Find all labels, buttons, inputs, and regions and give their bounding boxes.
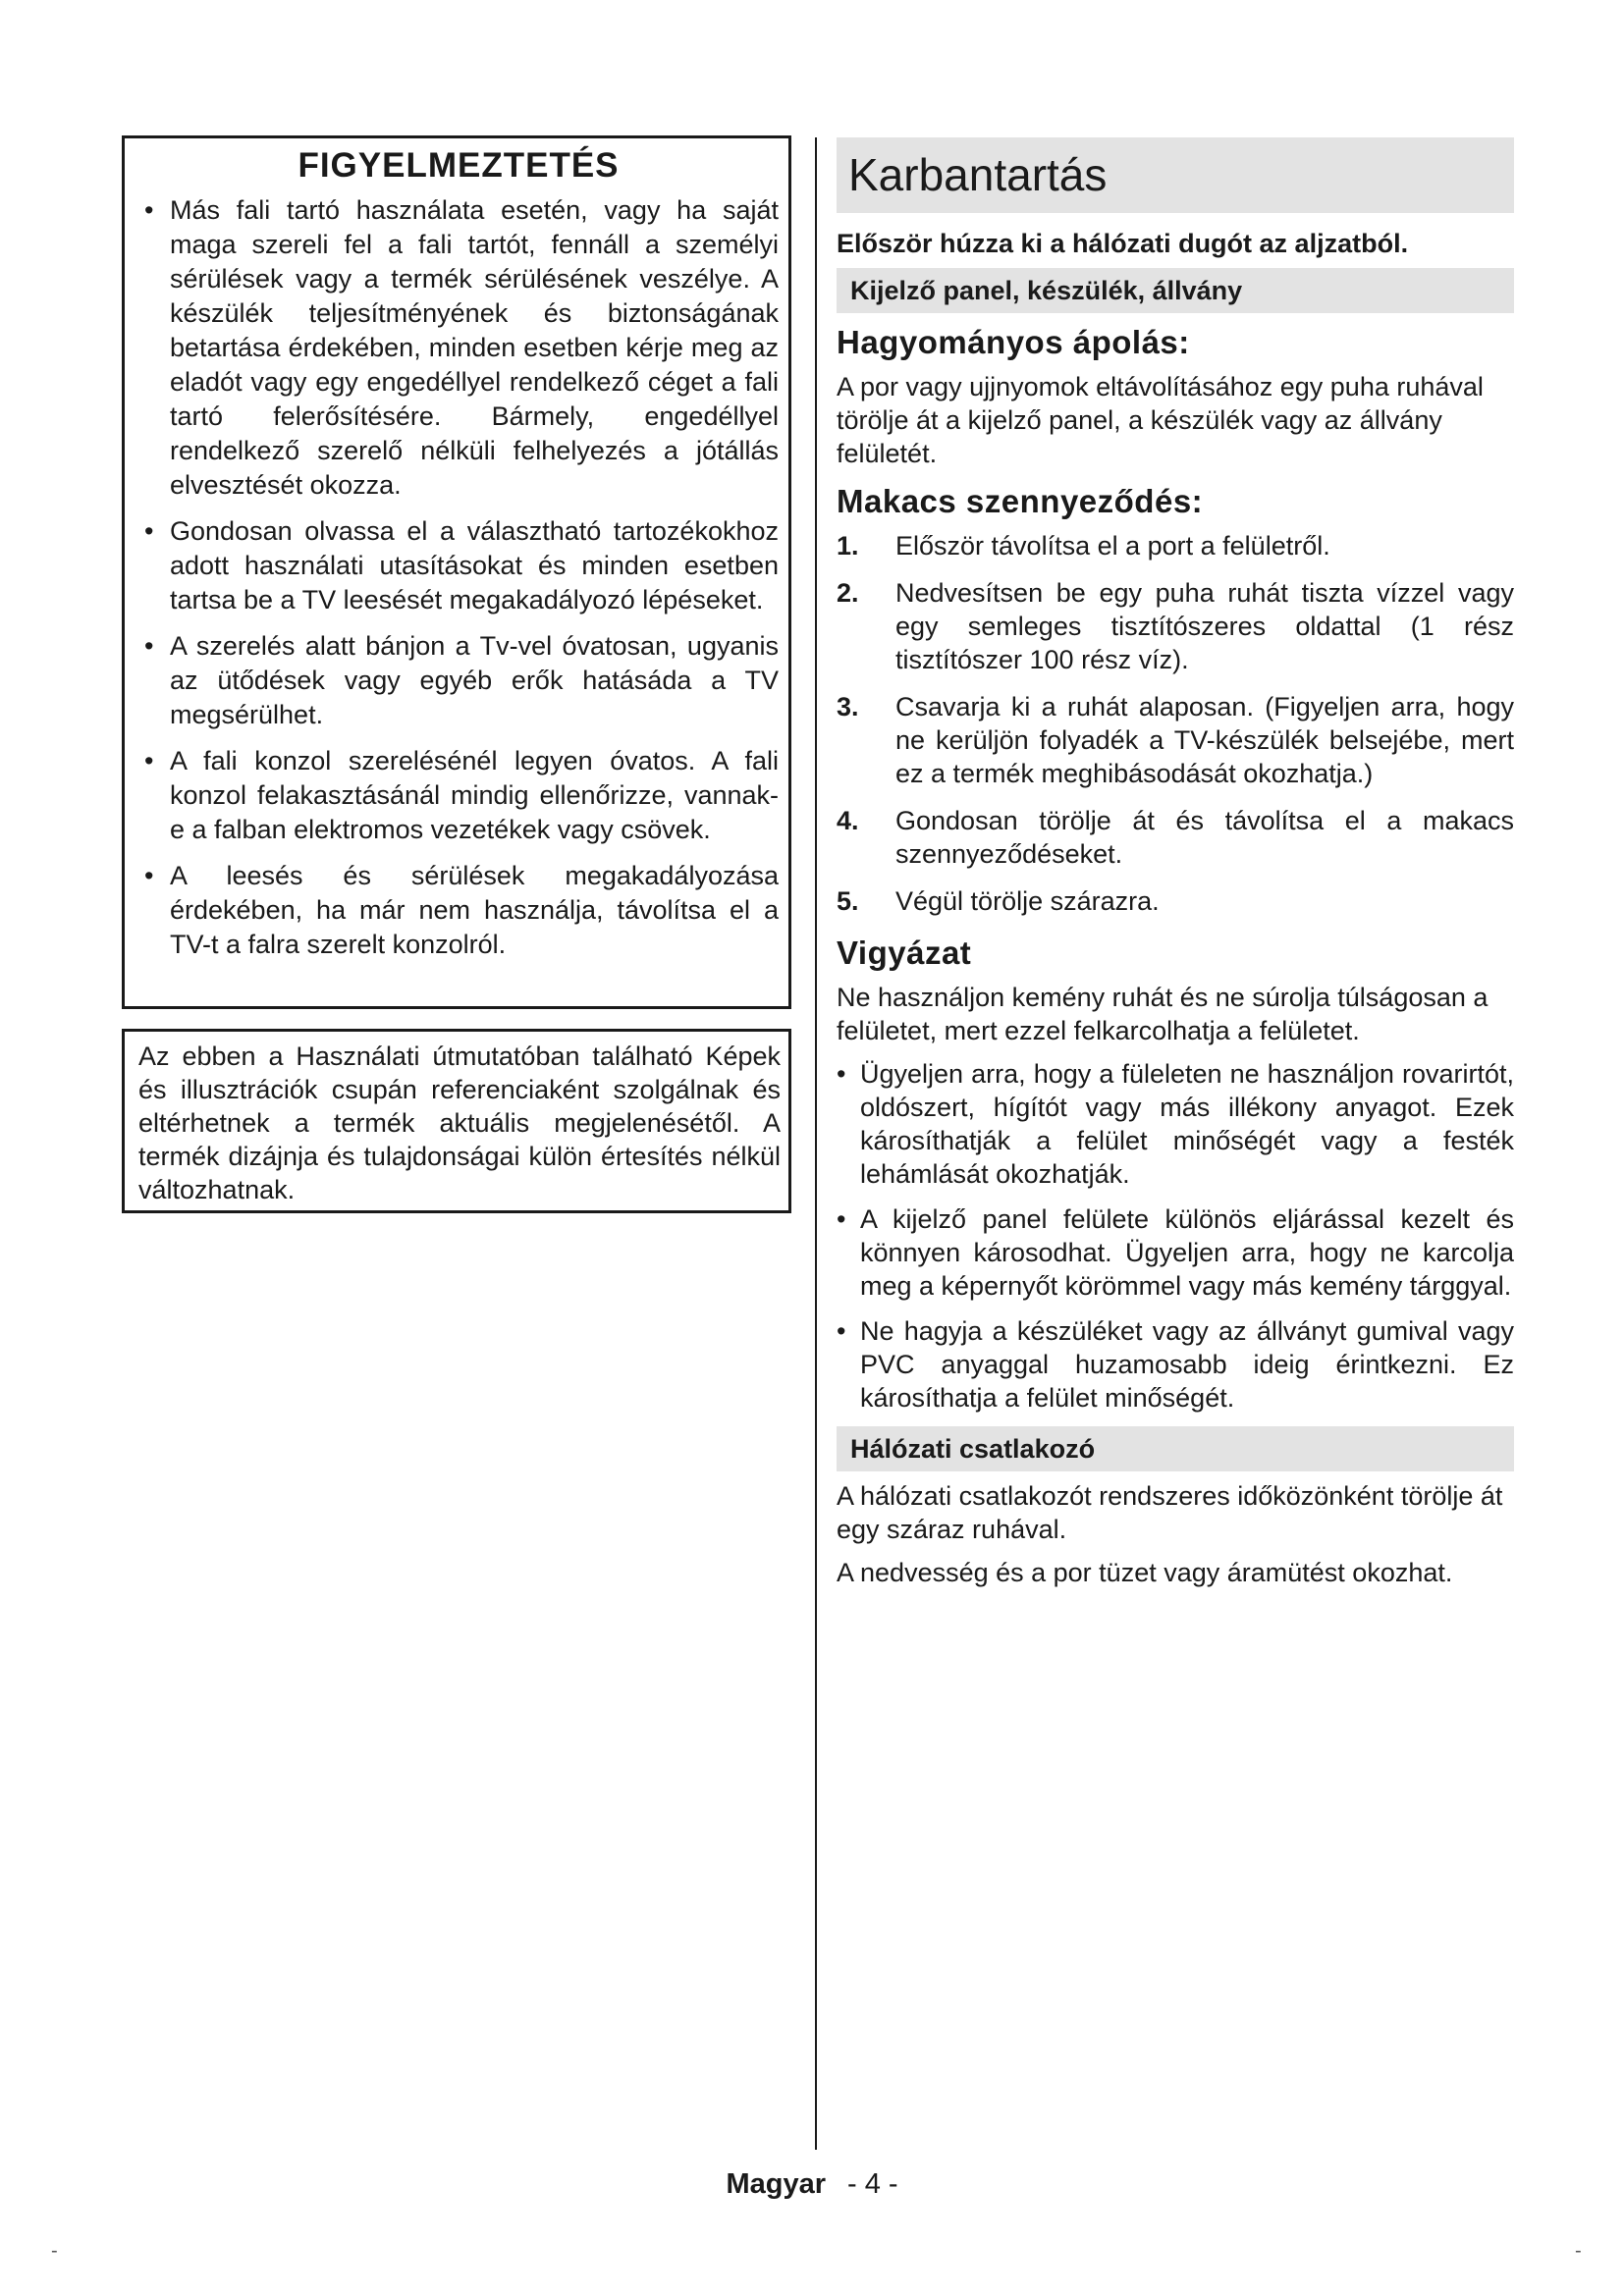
stubborn-dirt-heading: Makacs szennyeződés: xyxy=(837,483,1204,519)
step-number: 4. xyxy=(837,806,859,835)
step-text: Először távolítsa el a port a felületről. xyxy=(895,531,1330,561)
warning-item: • Gondosan olvassa el a választható tartozékokhoz adott használati utasításokat és minden esetben tartsa be a TV leesését megakadályozó lépéseket. xyxy=(138,514,779,617)
list-item xyxy=(837,884,1514,918)
column-divider xyxy=(815,137,817,2150)
page-number: - 4 - xyxy=(846,2168,898,2200)
warning-box xyxy=(122,135,791,1009)
cleaning-steps xyxy=(837,529,1514,918)
plug-warning: A nedvesség és a por tüzet vagy áramütést okozhat. xyxy=(837,1558,1453,1587)
crop-mark-left: - xyxy=(51,2240,58,2262)
warning-title: FIGYELMEZTETÉS xyxy=(298,146,620,185)
step-text: Csavarja ki a ruhát alaposan. (Figyeljen arra, hogy ne kerüljön folyadék a TV-készülék belsejébe, mert ez a termék meghibásodását okozhatja.) xyxy=(895,692,1514,788)
caution-list xyxy=(837,1057,1514,1415)
illustration-note: Az ebben a Használati útmutatóban található Képek és illusztrációk csupán referenciaként szolgálnak és eltérhetnek a termék aktuális megjelenésétől. A termék dizájnja és tulajdonságai külön értesítés nélkül változhatnak. xyxy=(122,1029,791,1213)
step-number: 2. xyxy=(837,578,859,608)
plug-text: A hálózati csatlakozót rendszeres időközönként törölje át egy száraz ruhával. xyxy=(837,1481,1503,1544)
warning-item: • A leesés és sérülések megakadályozása érdekében, ha már nem használja, távolítsa el a TV-t a falra szerelt konzolról. xyxy=(138,859,779,962)
regular-care-heading: Hagyományos ápolás: xyxy=(837,324,1190,360)
list-item xyxy=(837,804,1514,871)
caution-item: • A kijelző panel felülete különös eljárással kezelt és könnyen károsodhat. Ügyeljen arra, hogy ne karcolja meg a képernyőt körömmel vagy más kemény tárggyal. xyxy=(837,1202,1514,1303)
step-number: 1. xyxy=(837,531,859,561)
crop-mark-right: - xyxy=(1575,2240,1582,2262)
unplug-instruction: Először húzza ki a hálózati dugót az aljzatból. xyxy=(837,229,1409,258)
caution-text: Ne használjon kemény ruhát és ne súrolja túlságosan a felületet, mert ezzel felkarcolhatja a felületet. xyxy=(837,983,1489,1045)
caution-item: • Ne hagyja a készüléket vagy az állványt gumival vagy PVC anyaggal huzamosabb ideig érintkezni. Ez károsíthatja a felület minőségét. xyxy=(837,1314,1514,1415)
plug-subheading: Hálózati csatlakozó xyxy=(837,1426,1514,1471)
page-footer xyxy=(0,2167,1624,2201)
step-text: Végül törölje szárazra. xyxy=(895,886,1160,916)
maintenance-section xyxy=(837,137,1514,1599)
warning-item: • A szerelés alatt bánjon a Tv-vel óvatosan, ugyanis az ütődések vagy egyéb erők hatásáda a TV megsérülhet. xyxy=(138,629,779,732)
caution-heading: Vigyázat xyxy=(837,934,972,971)
maintenance-heading: Karbantartás xyxy=(837,137,1514,213)
list-item xyxy=(837,690,1514,790)
step-number: 3. xyxy=(837,692,859,721)
warning-list xyxy=(138,193,779,962)
step-number: 5. xyxy=(837,886,859,916)
step-text: Gondosan törölje át és távolítsa el a makacs szennyeződéseket. xyxy=(895,806,1514,869)
regular-care-text: A por vagy ujjnyomok eltávolításához egy puha ruhával törölje át a kijelző panel, a készülék vagy az állvány felületét. xyxy=(837,372,1484,468)
warning-item: • Más fali tartó használata esetén, vagy ha saját maga szereli fel a fali tartót, fennáll a személyi sérülések vagy a termék sérülésének veszélye. A készülék teljesítményének és biztonságának betartása érdekében, minden esetben kérje meg az eladót vagy egy engedéllyel rendelkező céget a fali tartó felerősítésére. Bármely, engedéllyel rendelkező szerelő nélküli felhelyezés a jótállás elvesztését okozza. xyxy=(138,193,779,503)
list-item xyxy=(837,529,1514,562)
step-text: Nedvesítsen be egy puha ruhát tiszta vízzel vagy egy semleges tisztítószeres oldattal (1 rész tisztítószer 100 rész víz). xyxy=(895,578,1514,674)
list-item xyxy=(837,576,1514,676)
footer-language: Magyar xyxy=(726,2168,826,2200)
panel-subheading: Kijelző panel, készülék, állvány xyxy=(837,268,1514,313)
caution-item: • Ügyeljen arra, hogy a füleleten ne használjon rovarirtót, oldószert, hígítót vagy más illékony anyagot. Ezek károsíthatják a felület minőségét vagy a festék lehámlását okozhatják. xyxy=(837,1057,1514,1191)
warning-item: • A fali konzol szerelésénél legyen óvatos. A fali konzol felakasztásánál mindig ellenőrizze, vannak-e a falban elektromos vezetékek vagy csövek. xyxy=(138,744,779,847)
